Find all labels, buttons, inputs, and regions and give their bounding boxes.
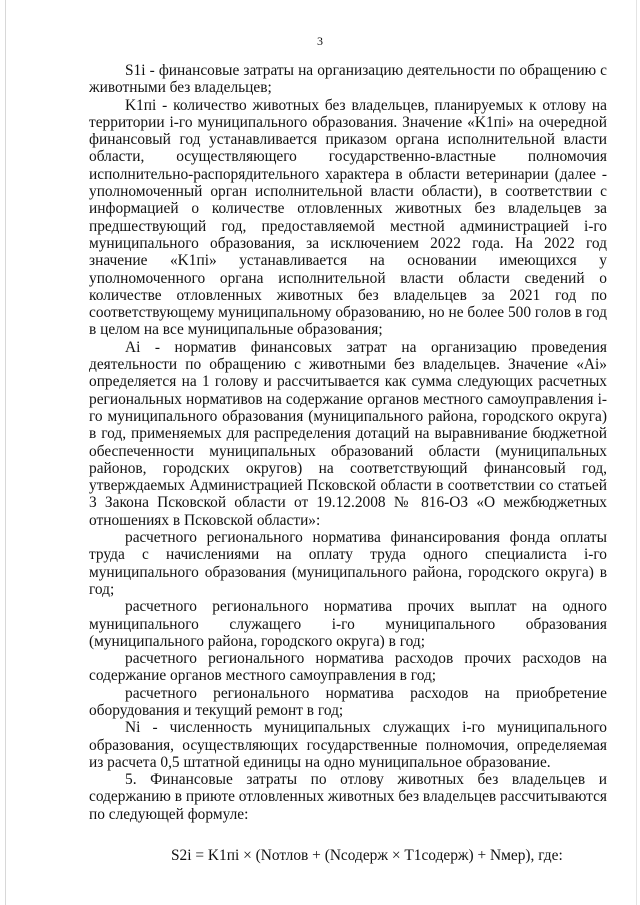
paragraph-norm-equipment: расчетного регионального норматива расходов на приобретение оборудования и текущий ремонт в год; (89, 684, 607, 719)
page-edge-left (5, 0, 6, 905)
paragraph-s1i: S1i - финансовые затраты на организацию деятельности по обращению с животными без владельцев; (89, 62, 607, 97)
paragraph-k1pi: K1пi - количество животных без владельцев, планируемых к отлову на территории i-го муниципального образования. Значение «K1пi» на очередной финансовый год устанавливается приказом органа исполнительной власти области, осуществляющего государственно-властные полномочия исполнительно-распорядительного характера в области ветеринарии (далее - уполномоченный орган исполнительной власти области), в соответствии с информацией о количестве отловленных животных без владельцев за предшествующий год, предоставляемой местной администрацией i-го муниципального образования, за исключением 2022 года. На 2022 год значение «K1пi» устанавливается на основании имеющихся у уполномоченного органа исполнительной власти области сведений о количестве отловленных животных без владельцев за 2021 год по соответствующему муниципальному образованию, но не более 500 голов в год в целом на все муниципальные образования; (89, 96, 607, 339)
formula-s2i: S2i = K1пi × (Nотлов + (Nсодерж × T1содерж) + Nмер), где: (171, 847, 563, 865)
page-number: 3 (317, 34, 323, 48)
paragraph-ni: Ni - численность муниципальных служащих i-го муниципального образования, осуществляющих государственные полномочия, определяемая из расчета 0,5 штатной единицы на одно муниципальное образование. (89, 719, 607, 771)
document-body (89, 62, 607, 864)
paragraph-norm-other-expenses: расчетного регионального норматива расходов прочих расходов на содержание органов местного самоуправления в год; (89, 650, 607, 685)
paragraph-ai: Ai - норматив финансовых затрат на организацию проведения деятельности по обращению с животными без владельцев. Значение «Ai» определяется на 1 голову и рассчитывается как сумма следующих расчетных региональных нормативов на содержание органов местного самоуправления i-го муниципального образования (муниципального района, городского округа) в год, применяемых для распределения дотаций на выравнивание бюджетной обеспеченности муниципальных образований области (муниципальных районов, городских округов) на соответствующий финансовый год, утверждаемых Администрацией Псковской области в соответствии со статьей 3 Закона Псковской области от 19.12.2008 № 816-ОЗ «О межбюджетных отношениях в Псковской области»: (89, 338, 607, 529)
paragraph-section-5: 5. Финансовые затраты по отлову животных без владельцев и содержанию в приюте отловленных животных без владельцев рассчитываются по следующей формуле: (89, 771, 607, 823)
paragraph-norm-payroll: расчетного регионального норматива финансирования фонда оплаты труда с начислениями на оплату труда одного специалиста i-го муниципального образования (муниципального района, городского округа) в год; (89, 529, 607, 598)
page-edge-right (636, 0, 637, 905)
paragraph-norm-other-payments: расчетного регионального норматива прочих выплат на одного муниципального служащего i-го муниципального образования (муниципального района, городского округа) в год; (89, 598, 607, 650)
